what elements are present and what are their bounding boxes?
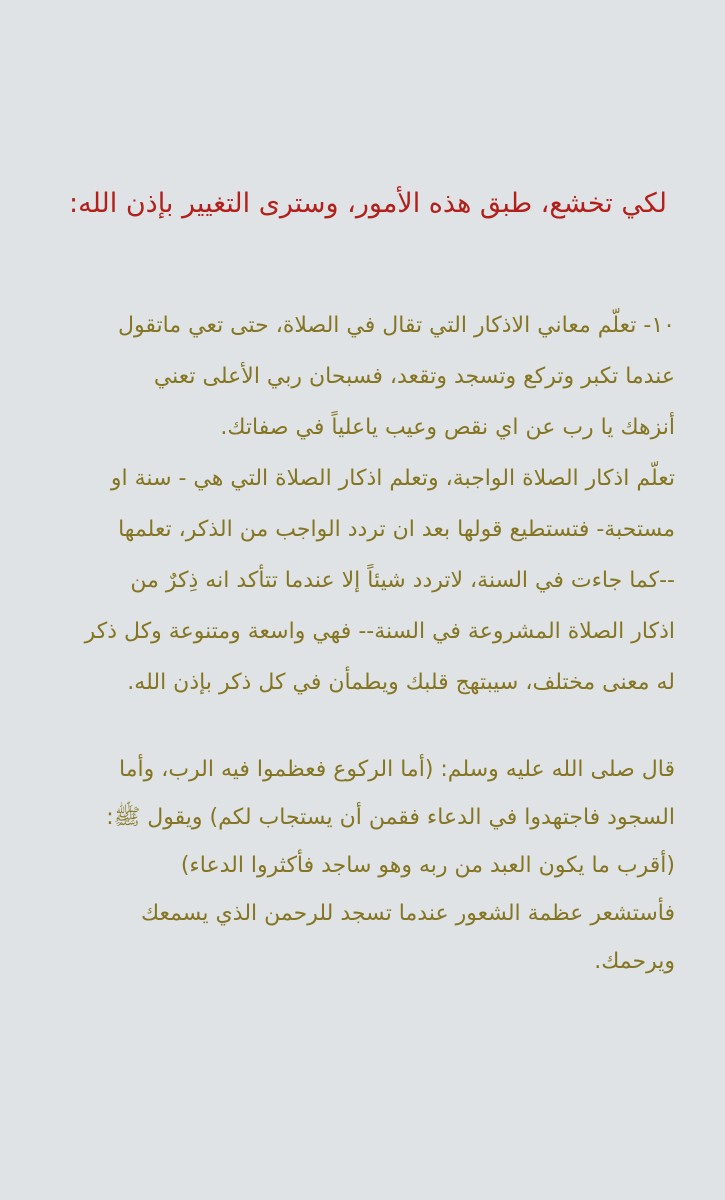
paragraph-hadith: [40, 746, 675, 986]
paragraph-prayer-adhkar: [40, 300, 675, 708]
text-line: له معنى مختلف، سيبتهج قلبك ويطمأن في كل ذكر بإذن الله.: [127, 670, 675, 695]
text-line: ويرحمك.: [594, 949, 675, 974]
text-line: مستحبة- فتستطيع قولها بعد ان تردد الواجب من الذكر، تعلمها: [118, 517, 675, 542]
page-title: لكي تخشع، طبق هذه الأمور، وسترى التغيير بإذن الله:: [69, 188, 667, 219]
text-line: أنزهك يا رب عن اي نقص وعيب ياعلياً في صفاتك.: [220, 415, 675, 440]
text-line: اذكار الصلاة المشروعة في السنة-- فهي واسعة ومتنوعة وكل ذكر: [84, 619, 675, 644]
text-line: ١٠- تعلّم معاني الاذكار التي تقال في الصلاة، حتى تعي ماتقول: [118, 313, 675, 338]
text-line: (أقرب ما يكون العبد من ربه وهو ساجد فأكثروا الدعاء): [180, 853, 675, 878]
text-line: السجود فاجتهدوا في الدعاء فقمن أن يستجاب لكم) ويقول ﷺ:: [106, 805, 675, 830]
text-line: تعلّم اذكار الصلاة الواجبة، وتعلم اذكار الصلاة التي هي - سنة او: [110, 466, 675, 491]
text-line: عندما تكبر وتركع وتسجد وتقعد، فسبحان ربي الأعلى تعني: [153, 364, 675, 389]
text-line: قال صلى الله عليه وسلم: (أما الركوع فعظموا فيه الرب، وأما: [119, 757, 675, 782]
text-line: فأستشعر عظمة الشعور عندما تسجد للرحمن الذي يسمعك: [140, 901, 675, 926]
text-line: --كما جاءت في السنة، لاتردد شيئاً إلا عندما تتأكد انه ذِكرٌ من: [130, 568, 675, 593]
